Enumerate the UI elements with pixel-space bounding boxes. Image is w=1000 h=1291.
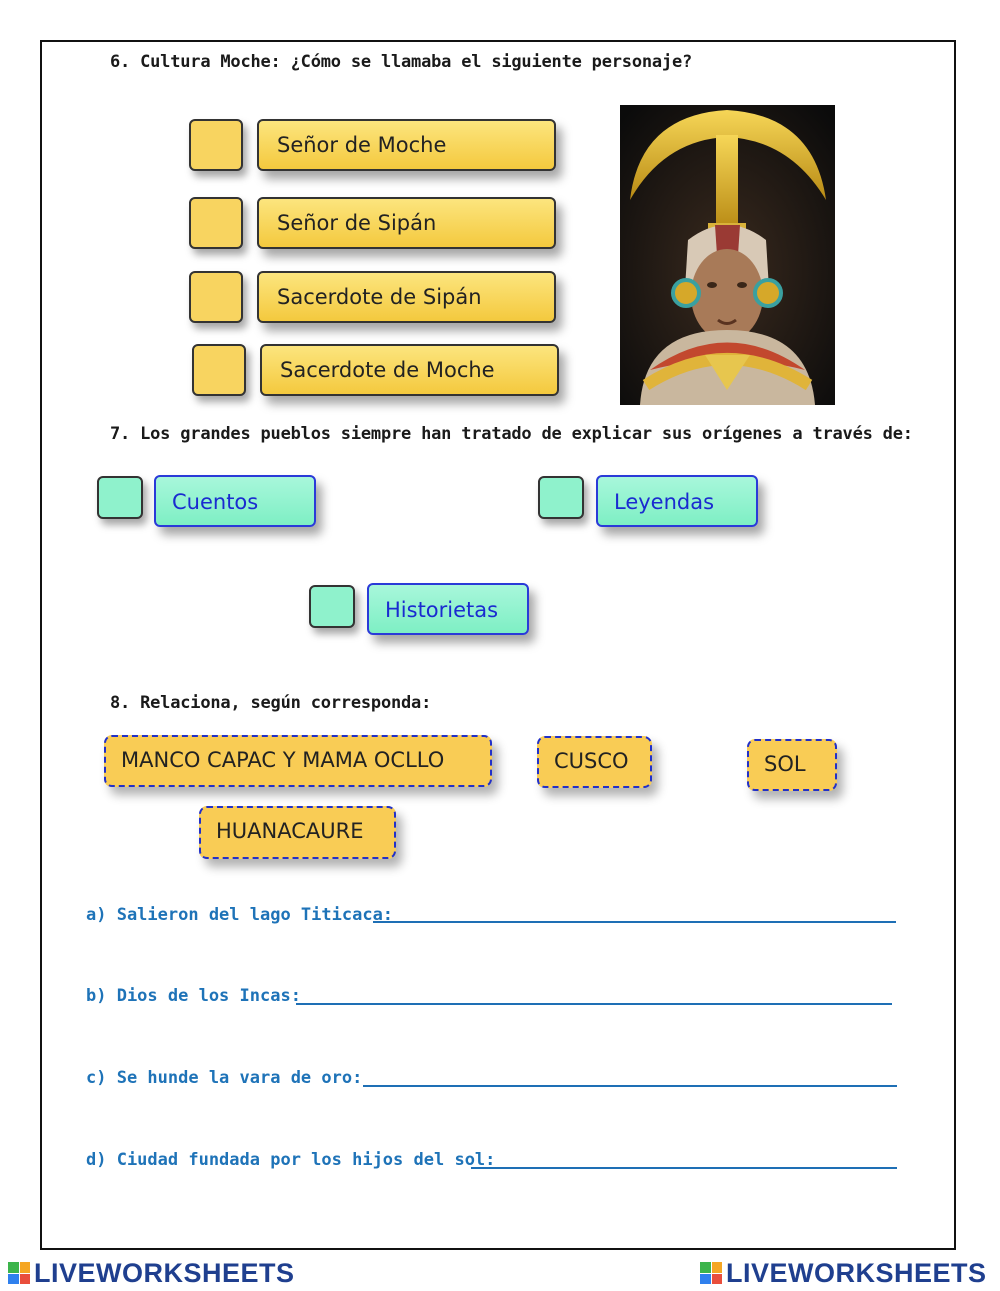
moche-lord-portrait <box>620 105 835 405</box>
drag-word-huanacaure[interactable]: HUANACAURE <box>199 806 396 859</box>
q7-option-3[interactable]: Historietas <box>367 583 529 635</box>
question-6-title: 6. Cultura Moche: ¿Cómo se llamaba el siguiente personaje? <box>110 52 693 72</box>
item-d-answer-line[interactable] <box>471 1167 897 1169</box>
item-c-answer-line[interactable] <box>363 1085 897 1087</box>
q6-option-2[interactable]: Señor de Sipán <box>257 197 556 249</box>
brand-text: LIVEWORKSHEETS <box>34 1257 295 1288</box>
question-8-title: 8. Relaciona, según corresponda: <box>110 693 432 713</box>
q6-option-1[interactable]: Señor de Moche <box>257 119 556 171</box>
drag-word-manco-capac[interactable]: MANCO CAPAC Y MAMA OCLLO <box>104 735 492 787</box>
item-d-label: d) Ciudad fundada por los hijos del sol: <box>86 1150 496 1170</box>
q7-checkbox-2[interactable] <box>538 476 584 519</box>
item-a-label: a) Salieron del lago Titicaca: <box>86 905 394 925</box>
item-c-label: c) Se hunde la vara de oro: <box>86 1068 363 1088</box>
q7-checkbox-3[interactable] <box>309 585 355 628</box>
drag-word-cusco[interactable]: CUSCO <box>537 736 652 788</box>
q6-option-4[interactable]: Sacerdote de Moche <box>260 344 559 396</box>
q6-checkbox-4[interactable] <box>192 344 246 396</box>
question-7-title: 7. Los grandes pueblos siempre han tratado de explicar sus orígenes a través de: <box>110 424 913 444</box>
liveworksheets-icon <box>700 1262 722 1284</box>
item-b-label: b) Dios de los Incas: <box>86 986 301 1006</box>
item-b-answer-line[interactable] <box>296 1003 892 1005</box>
liveworksheets-icon <box>8 1262 30 1284</box>
q7-checkbox-1[interactable] <box>97 476 143 519</box>
liveworksheets-logo-left <box>8 1258 295 1288</box>
q6-checkbox-1[interactable] <box>189 119 243 171</box>
q7-option-2[interactable]: Leyendas <box>596 475 758 527</box>
drag-word-sol[interactable]: SOL <box>747 739 837 791</box>
q6-checkbox-2[interactable] <box>189 197 243 249</box>
q6-checkbox-3[interactable] <box>189 271 243 323</box>
q6-option-3[interactable]: Sacerdote de Sipán <box>257 271 556 323</box>
liveworksheets-logo-right <box>700 1258 987 1288</box>
q7-option-1[interactable]: Cuentos <box>154 475 316 527</box>
item-a-answer-line[interactable] <box>373 921 896 923</box>
brand-text: LIVEWORKSHEETS <box>726 1257 987 1288</box>
